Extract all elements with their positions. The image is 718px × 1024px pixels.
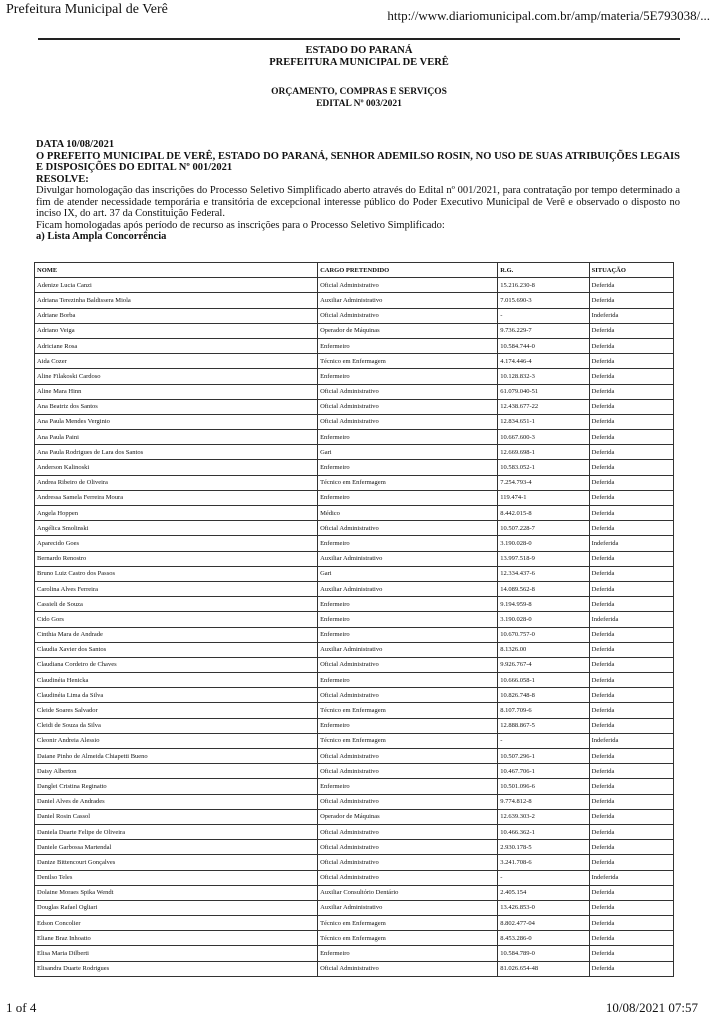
document-body <box>36 139 680 243</box>
row-rg: 12.639.303-2 <box>498 809 589 824</box>
row-position: Técnico em Enfermagem <box>318 733 498 748</box>
row-position: Enfermeiro <box>318 430 498 445</box>
table-header-row <box>35 263 674 278</box>
table-row <box>35 946 674 961</box>
table-row <box>35 855 674 870</box>
browser-page-title: Prefeitura Municipal de Verê <box>6 2 168 17</box>
row-name: Daniele Garbossa Martendal <box>35 840 318 855</box>
row-position: Oficial Administrativo <box>318 961 498 976</box>
row-status: Deferida <box>589 475 673 490</box>
table-row <box>35 445 674 460</box>
row-rg: 7.015.690-3 <box>498 293 589 308</box>
row-position: Enfermeiro <box>318 612 498 627</box>
row-name: Ana Paula Paini <box>35 430 318 445</box>
row-status: Indeferida <box>589 308 673 323</box>
row-name: Claudinéia Henicka <box>35 673 318 688</box>
row-status: Deferida <box>589 703 673 718</box>
row-status: Deferida <box>589 384 673 399</box>
row-name: Cleide Soares Salvador <box>35 703 318 718</box>
row-name: Danize Bittencourt Gonçalves <box>35 855 318 870</box>
row-rg: 12.334.437-6 <box>498 566 589 581</box>
table-row <box>35 612 674 627</box>
row-position: Oficial Administrativo <box>318 399 498 414</box>
homologation-note: Ficam homologadas após período de recurso as inscrições para o Processo Seletivo Simplificado: <box>36 219 445 231</box>
row-name: Angela Hoppen <box>35 506 318 521</box>
list-title: a) Lista Ampla Concorrência <box>36 231 167 242</box>
table-row <box>35 627 674 642</box>
row-position: Enfermeiro <box>318 779 498 794</box>
row-position: Oficial Administrativo <box>318 840 498 855</box>
row-position: Oficial Administrativo <box>318 749 498 764</box>
table-row <box>35 703 674 718</box>
row-rg: 8.1326.00 <box>498 642 589 657</box>
row-rg: 10.128.832-3 <box>498 369 589 384</box>
table-row <box>35 764 674 779</box>
row-position: Oficial Administrativo <box>318 794 498 809</box>
row-status: Indeferida <box>589 733 673 748</box>
table-row <box>35 581 674 596</box>
row-rg: 7.254.793-4 <box>498 475 589 490</box>
row-position: Técnico em Enfermagem <box>318 931 498 946</box>
header-rule <box>38 38 680 40</box>
row-position: Enfermeiro <box>318 536 498 551</box>
row-status: Deferida <box>589 642 673 657</box>
column-header-rg: R.G. <box>498 263 589 278</box>
row-name: Douglas Rafael Ogliari <box>35 900 318 915</box>
table-row <box>35 384 674 399</box>
row-name: Anderson Kalinoski <box>35 460 318 475</box>
table-row <box>35 308 674 323</box>
table-row <box>35 430 674 445</box>
row-status: Deferida <box>589 749 673 764</box>
row-status: Deferida <box>589 490 673 505</box>
row-position: Técnico em Enfermagem <box>318 354 498 369</box>
row-status: Deferida <box>589 460 673 475</box>
table-row <box>35 278 674 293</box>
row-name: Aida Cozer <box>35 354 318 369</box>
row-rg: 14.089.562-8 <box>498 581 589 596</box>
row-status: Deferida <box>589 581 673 596</box>
row-name: Adriano Veiga <box>35 323 318 338</box>
row-name: Claudia Xavier dos Santos <box>35 642 318 657</box>
row-position: Enfermeiro <box>318 369 498 384</box>
row-rg: - <box>498 870 589 885</box>
row-position: Enfermeiro <box>318 673 498 688</box>
row-position: Enfermeiro <box>318 627 498 642</box>
row-name: Eliane Braz Inhoatto <box>35 931 318 946</box>
row-position: Médico <box>318 506 498 521</box>
row-name: Ana Paula Mendes Verginio <box>35 414 318 429</box>
row-position: Oficial Administrativo <box>318 278 498 293</box>
table-row <box>35 870 674 885</box>
row-rg: 12.669.698-1 <box>498 445 589 460</box>
table-row <box>35 840 674 855</box>
row-name: Ana Paula Rodrigues de Lara dos Santos <box>35 445 318 460</box>
row-status: Deferida <box>589 809 673 824</box>
row-name: Daiane Pinho de Almeida Chiapetti Bueno <box>35 749 318 764</box>
row-position: Auxiliar Administrativo <box>318 581 498 596</box>
row-rg: 8.107.709-6 <box>498 703 589 718</box>
row-rg: 9.926.767-4 <box>498 657 589 672</box>
row-status: Deferida <box>589 551 673 566</box>
row-rg: 10.501.096-6 <box>498 779 589 794</box>
column-header-position: CARGO PRETENDIDO <box>318 263 498 278</box>
row-name: Danglei Cristina Reginatto <box>35 779 318 794</box>
table-row <box>35 399 674 414</box>
row-name: Elisandra Duarte Rodrigues <box>35 961 318 976</box>
browser-url[interactable]: http://www.diariomunicipal.com.br/amp/materia/5E793038/... <box>387 8 710 23</box>
table-row <box>35 506 674 521</box>
row-position: Enfermeiro <box>318 460 498 475</box>
row-rg: 12.888.867-5 <box>498 718 589 733</box>
row-status: Deferida <box>589 718 673 733</box>
table-row <box>35 900 674 915</box>
row-rg: 4.174.446-4 <box>498 354 589 369</box>
row-name: Cinthia Mara de Andrade <box>35 627 318 642</box>
row-position: Gari <box>318 445 498 460</box>
row-name: Cleonir Andreia Alessio <box>35 733 318 748</box>
row-name: Adriciane Rosa <box>35 338 318 353</box>
table-row <box>35 688 674 703</box>
row-rg: 13.997.518-9 <box>498 551 589 566</box>
row-rg: 61.079.040-51 <box>498 384 589 399</box>
row-rg: 13.426.853-0 <box>498 900 589 915</box>
row-rg: 10.666.058-1 <box>498 673 589 688</box>
candidates-table <box>34 262 674 977</box>
row-name: Bruno Luiz Castro dos Passos <box>35 566 318 581</box>
row-name: Daniela Duarte Felipe de Oliveira <box>35 824 318 839</box>
row-name: Aline Filakoski Cardoso <box>35 369 318 384</box>
row-rg: 2.405.154 <box>498 885 589 900</box>
table-row <box>35 642 674 657</box>
row-rg: 10.826.748-8 <box>498 688 589 703</box>
document-paragraph: Divulgar homologação das inscrições do Processo Seletivo Simplificado aberto através do Edital nº 001/2021, para contratação por tempo determinado a fim de atender necessidade temporária e transitória de excepcional interesse público do Poder Executivo Municipal de Verê e observado o disposto no inciso IX, do art. 37 da Constituição Federal. <box>36 185 680 219</box>
table-row <box>35 718 674 733</box>
table-row <box>35 885 674 900</box>
print-datetime: 10/08/2021 07:57 <box>605 1000 698 1015</box>
row-status: Indeferida <box>589 536 673 551</box>
state-heading: ESTADO DO PARANÁ <box>305 45 413 56</box>
row-position: Enfermeiro <box>318 490 498 505</box>
row-rg: 9.194.959-8 <box>498 597 589 612</box>
row-rg: 8.453.286-0 <box>498 931 589 946</box>
row-status: Deferida <box>589 354 673 369</box>
row-name: Claudinéia Lima da Silva <box>35 688 318 703</box>
row-position: Oficial Administrativo <box>318 521 498 536</box>
row-position: Enfermeiro <box>318 718 498 733</box>
column-header-status: SITUAÇÃO <box>589 263 673 278</box>
row-name: Adriana Terezinha Baldissera Miola <box>35 293 318 308</box>
row-rg: 81.026.654-48 <box>498 961 589 976</box>
row-name: Adenize Lucia Canzi <box>35 278 318 293</box>
row-status: Deferida <box>589 293 673 308</box>
table-row <box>35 460 674 475</box>
row-position: Técnico em Enfermagem <box>318 703 498 718</box>
row-position: Oficial Administrativo <box>318 824 498 839</box>
table-row <box>35 354 674 369</box>
row-status: Deferida <box>589 430 673 445</box>
table-row <box>35 323 674 338</box>
table-row <box>35 824 674 839</box>
row-rg: 10.467.706-1 <box>498 764 589 779</box>
row-name: Cassieli de Souza <box>35 597 318 612</box>
row-status: Deferida <box>589 764 673 779</box>
row-status: Deferida <box>589 673 673 688</box>
row-position: Oficial Administrativo <box>318 855 498 870</box>
row-rg: 10.507.228-7 <box>498 521 589 536</box>
row-position: Enfermeiro <box>318 946 498 961</box>
row-status: Deferida <box>589 688 673 703</box>
row-rg: - <box>498 308 589 323</box>
row-position: Oficial Administrativo <box>318 414 498 429</box>
row-position: Enfermeiro <box>318 597 498 612</box>
table-row <box>35 673 674 688</box>
department-heading: ORÇAMENTO, COMPRAS E SERVIÇOS <box>271 87 447 97</box>
row-name: Denilso Teles <box>35 870 318 885</box>
row-name: Carolina Alves Ferreira <box>35 581 318 596</box>
row-position: Auxiliar Administrativo <box>318 551 498 566</box>
row-position: Oficial Administrativo <box>318 688 498 703</box>
row-status: Deferida <box>589 399 673 414</box>
table-row <box>35 931 674 946</box>
row-position: Auxiliar Administrativo <box>318 293 498 308</box>
row-name: Aline Mara Hinn <box>35 384 318 399</box>
row-name: Daisy Alberton <box>35 764 318 779</box>
row-status: Indeferida <box>589 612 673 627</box>
row-rg: 2.930.178-5 <box>498 840 589 855</box>
row-name: Ana Beatriz dos Santos <box>35 399 318 414</box>
row-name: Aparecido Goes <box>35 536 318 551</box>
row-rg: - <box>498 733 589 748</box>
row-status: Deferida <box>589 278 673 293</box>
row-status: Deferida <box>589 627 673 642</box>
table-row <box>35 521 674 536</box>
table-row <box>35 749 674 764</box>
row-name: Andressa Samela Ferreira Moura <box>35 490 318 505</box>
row-position: Oficial Administrativo <box>318 657 498 672</box>
row-rg: 3.190.028-0 <box>498 536 589 551</box>
row-position: Oficial Administrativo <box>318 384 498 399</box>
column-header-name: NOME <box>35 263 318 278</box>
row-status: Deferida <box>589 597 673 612</box>
row-status: Deferida <box>589 323 673 338</box>
row-status: Indeferida <box>589 870 673 885</box>
row-status: Deferida <box>589 566 673 581</box>
row-status: Deferida <box>589 657 673 672</box>
row-status: Deferida <box>589 855 673 870</box>
table-row <box>35 414 674 429</box>
row-name: Bernardo Renostro <box>35 551 318 566</box>
table-row <box>35 779 674 794</box>
row-status: Deferida <box>589 794 673 809</box>
row-rg: 12.438.677-22 <box>498 399 589 414</box>
table-row <box>35 536 674 551</box>
row-status: Deferida <box>589 779 673 794</box>
edital-heading: EDITAL Nº 003/2021 <box>316 99 402 109</box>
row-status: Deferida <box>589 414 673 429</box>
row-rg: 15.216.230-8 <box>498 278 589 293</box>
row-status: Deferida <box>589 961 673 976</box>
row-rg: 3.241.708-6 <box>498 855 589 870</box>
row-status: Deferida <box>589 369 673 384</box>
table-row <box>35 490 674 505</box>
row-position: Oficial Administrativo <box>318 870 498 885</box>
row-name: Daniel Alves de Andrades <box>35 794 318 809</box>
document-intro: O PREFEITO MUNICIPAL DE VERÊ, ESTADO DO PARANÁ, SENHOR ADEMILSO ROSIN, NO USO DE SUAS ATRIBUIÇÕES LEGAIS E DISPOSIÇÕES DO EDITAL Nº 001/2021 <box>36 150 680 173</box>
row-position: Técnico em Enfermagem <box>318 475 498 490</box>
row-rg: 3.190.028-0 <box>498 612 589 627</box>
table-row <box>35 338 674 353</box>
prefecture-heading: PREFEITURA MUNICIPAL DE VERÊ <box>269 57 449 68</box>
row-name: Daniel Rosin Cassol <box>35 809 318 824</box>
row-status: Deferida <box>589 824 673 839</box>
row-status: Deferida <box>589 840 673 855</box>
row-rg: 9.736.229-7 <box>498 323 589 338</box>
row-name: Edson Concolier <box>35 916 318 931</box>
row-name: Cleidi de Souza da Silva <box>35 718 318 733</box>
row-status: Deferida <box>589 445 673 460</box>
row-name: Andrea Ribeiro de Oliveira <box>35 475 318 490</box>
row-position: Operador de Máquinas <box>318 323 498 338</box>
row-rg: 10.667.600-3 <box>498 430 589 445</box>
row-position: Enfermeiro <box>318 338 498 353</box>
table-row <box>35 369 674 384</box>
resolve-heading: RESOLVE: <box>36 173 89 185</box>
row-status: Deferida <box>589 946 673 961</box>
row-rg: 10.507.296-1 <box>498 749 589 764</box>
row-name: Adriane Borba <box>35 308 318 323</box>
table-row <box>35 733 674 748</box>
row-name: Elisa Maria Dilberti <box>35 946 318 961</box>
row-rg: 9.774.812-8 <box>498 794 589 809</box>
row-name: Angélica Smolinski <box>35 521 318 536</box>
row-status: Deferida <box>589 338 673 353</box>
table-row <box>35 597 674 612</box>
row-rg: 10.583.052-1 <box>498 460 589 475</box>
row-name: Dolaine Moraes Spika Wendt <box>35 885 318 900</box>
table-row <box>35 809 674 824</box>
table-row <box>35 916 674 931</box>
row-position: Oficial Administrativo <box>318 308 498 323</box>
row-rg: 10.670.757-0 <box>498 627 589 642</box>
row-rg: 12.834.651-1 <box>498 414 589 429</box>
row-rg: 119.474-1 <box>498 490 589 505</box>
row-name: Claudiana Cordeiro de Chaves <box>35 657 318 672</box>
page-counter: 1 of 4 <box>6 1000 37 1015</box>
row-rg: 10.584.789-0 <box>498 946 589 961</box>
row-rg: 10.584.744-0 <box>498 338 589 353</box>
row-status: Deferida <box>589 916 673 931</box>
row-position: Auxiliar Administrativo <box>318 642 498 657</box>
document-date: DATA 10/08/2021 <box>36 139 115 150</box>
table-row <box>35 961 674 976</box>
row-status: Deferida <box>589 931 673 946</box>
table-row <box>35 657 674 672</box>
row-status: Deferida <box>589 506 673 521</box>
table-row <box>35 566 674 581</box>
row-rg: 10.466.362-1 <box>498 824 589 839</box>
row-status: Deferida <box>589 521 673 536</box>
row-name: Cido Gors <box>35 612 318 627</box>
row-rg: 8.802.477-04 <box>498 916 589 931</box>
row-status: Deferida <box>589 885 673 900</box>
row-position: Operador de Máquinas <box>318 809 498 824</box>
row-position: Oficial Administrativo <box>318 764 498 779</box>
row-position: Técnico em Enfermagem <box>318 916 498 931</box>
table-row <box>35 551 674 566</box>
row-position: Gari <box>318 566 498 581</box>
table-row <box>35 293 674 308</box>
table-row <box>35 794 674 809</box>
table-row <box>35 475 674 490</box>
row-rg: 8.442.015-8 <box>498 506 589 521</box>
row-position: Auxiliar Consultório Dentário <box>318 885 498 900</box>
row-status: Deferida <box>589 900 673 915</box>
row-position: Auxiliar Administrativo <box>318 900 498 915</box>
